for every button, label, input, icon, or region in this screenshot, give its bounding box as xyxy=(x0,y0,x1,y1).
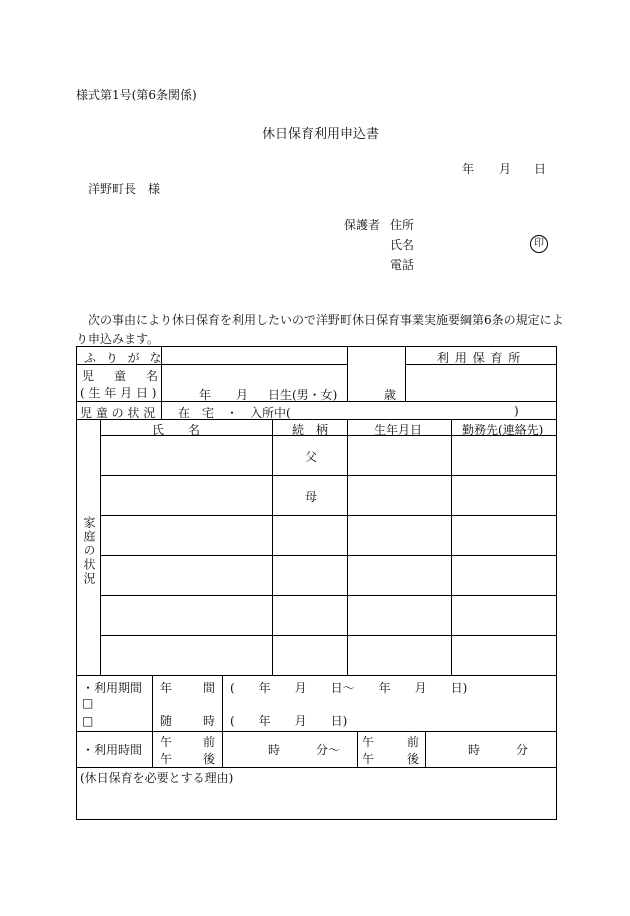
child-dob-label: ( 生 年 月 日 ) xyxy=(80,386,157,400)
seal-icon: 印 xyxy=(530,235,548,253)
to-am-char-1: 午 xyxy=(362,735,375,749)
temporary-char-2: 時 xyxy=(203,714,216,728)
from-pm-char-2: 後 xyxy=(203,752,216,766)
status-close-paren: ) xyxy=(514,404,519,418)
dob-day-sex-label: 日生(男・女) xyxy=(268,388,338,402)
date-month-label: 月 xyxy=(499,162,512,176)
annual-char-1: 年 xyxy=(160,681,173,695)
from-am-char-2: 前 xyxy=(203,735,216,749)
reason-label: (休日保育を必要とする理由) xyxy=(80,771,234,785)
from-am-char-1: 午 xyxy=(160,735,173,749)
to-pm-char-1: 午 xyxy=(362,752,375,766)
dob-year-label: 年 xyxy=(199,388,212,402)
col-name-header: 氏 名 xyxy=(152,423,201,437)
facility-field[interactable] xyxy=(407,366,555,400)
guardian-name-label: 氏名 xyxy=(390,238,415,252)
to-pm-char-2: 後 xyxy=(407,752,420,766)
child-name-label: 児 童 名 xyxy=(82,369,163,383)
form-number: 様式第1号(第6条関係) xyxy=(76,88,197,102)
guardian-phone-label: 電話 xyxy=(390,258,415,272)
to-am-char-2: 前 xyxy=(407,735,420,749)
date-year-label: 年 xyxy=(462,162,475,176)
relation-father: 父 xyxy=(305,450,318,464)
time-from: 時 分〜 xyxy=(268,743,341,757)
temporary-char-1: 随 xyxy=(160,714,173,728)
date-day-label: 日 xyxy=(534,162,547,176)
facility-label: 利 用 保 育 所 xyxy=(437,351,522,365)
intro-line-2: り申込みます。 xyxy=(76,332,160,346)
annual-date-range: ( 年 月 日〜 年 月 日) xyxy=(230,681,468,695)
child-status-label: 児 童 の 状 況 xyxy=(80,406,156,420)
period-checkbox-temporary[interactable]: □ xyxy=(82,714,94,728)
family-status-label: 家庭の状況 xyxy=(82,516,96,586)
annual-char-2: 間 xyxy=(203,681,216,695)
age-label: 歳 xyxy=(384,388,397,402)
period-checkbox-annual[interactable]: □ xyxy=(82,696,94,710)
from-pm-char-1: 午 xyxy=(160,752,173,766)
status-options: 在 宅 ・ 入所中( xyxy=(178,406,291,420)
col-dob-header: 生年月日 xyxy=(374,423,423,437)
relation-mother: 母 xyxy=(305,490,318,504)
temporary-date: ( 年 月 日) xyxy=(230,714,348,728)
time-to: 時 分 xyxy=(468,743,529,757)
form-title: 休日保育利用申込書 xyxy=(262,127,380,142)
period-label: ・利用期間 xyxy=(82,681,143,695)
col-work-header: 勤務先(連絡先) xyxy=(462,423,544,437)
guardian-label: 保護者 xyxy=(344,218,381,232)
dob-month-label: 月 xyxy=(236,388,249,402)
reason-field[interactable] xyxy=(78,786,554,817)
col-relation-header: 続 柄 xyxy=(292,423,329,437)
guardian-address-label: 住所 xyxy=(390,218,415,232)
addressee: 洋野町長 様 xyxy=(88,182,161,196)
furigana-label: ふ り が な xyxy=(84,351,165,365)
time-label: ・利用時間 xyxy=(82,743,143,757)
intro-line-1: 次の事由により休日保育を利用したいので洋野町休日保育事業実施要綱第6条の規定によ xyxy=(88,313,564,327)
furigana-field[interactable] xyxy=(164,347,346,363)
